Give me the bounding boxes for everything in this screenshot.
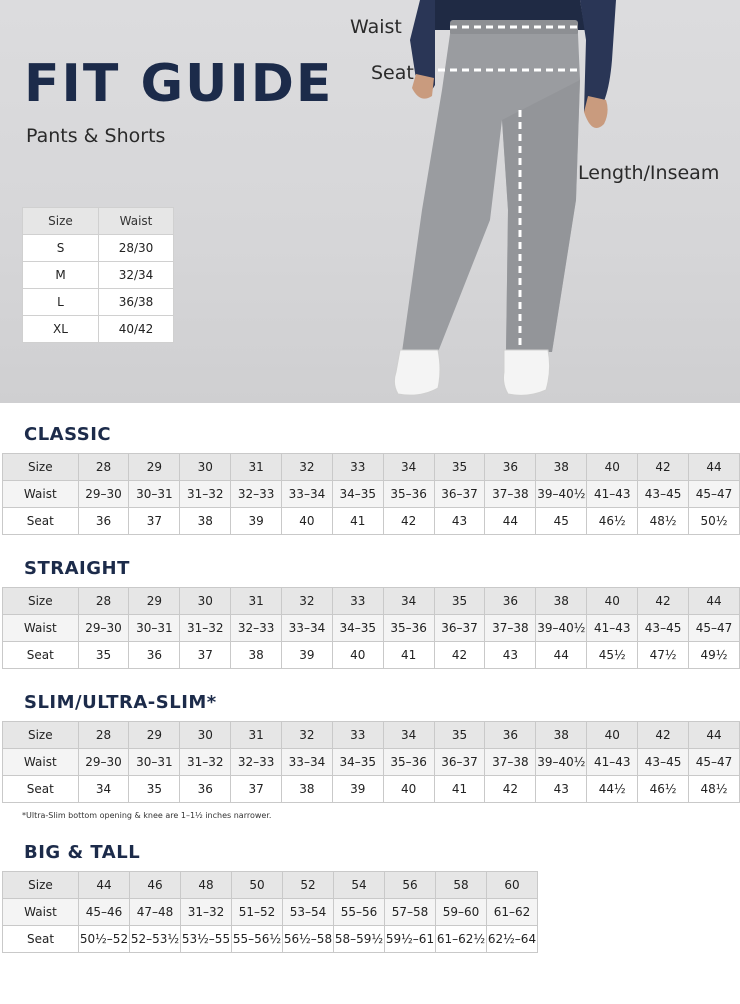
- table-cell: 29–30: [78, 749, 129, 776]
- table-cell: 40/42: [99, 316, 174, 343]
- table-cell: 30–31: [129, 481, 180, 508]
- table-row: [23, 289, 174, 316]
- table-cell: 34–35: [332, 481, 383, 508]
- straight-size-table: [2, 587, 740, 669]
- table-cell: 31–32: [180, 615, 231, 642]
- table-cell: 34: [383, 454, 434, 481]
- table-cell: 56½–58: [283, 926, 334, 953]
- table-cell: 43–45: [638, 615, 689, 642]
- table-cell: 36: [485, 722, 536, 749]
- table-cell: 43–45: [638, 481, 689, 508]
- table-cell: 33–34: [282, 481, 333, 508]
- table-cell: 43: [485, 642, 536, 669]
- row-label: Waist: [3, 481, 79, 508]
- table-cell: 55–56: [334, 899, 385, 926]
- table-row: [3, 642, 740, 669]
- table-cell: 45–47: [689, 481, 740, 508]
- table-cell: 50½: [689, 508, 740, 535]
- ultra-slim-footnote: *Ultra-Slim bottom opening & knee are 1–1½ inches narrower.: [22, 811, 272, 820]
- table-cell: 48½: [689, 776, 740, 803]
- table-row: [23, 235, 174, 262]
- table-cell: 37: [180, 642, 231, 669]
- table-cell: 38: [282, 776, 333, 803]
- table-row: [3, 508, 740, 535]
- hero-banner: [0, 0, 740, 403]
- table-cell: 29–30: [78, 615, 129, 642]
- table-cell: 32–33: [231, 481, 282, 508]
- table-cell: 47½: [638, 642, 689, 669]
- table-cell: 44: [79, 872, 130, 899]
- table-cell: 31–32: [180, 481, 231, 508]
- table-row: [3, 872, 538, 899]
- table-cell: 32–33: [231, 749, 282, 776]
- header-cell: Size: [23, 208, 99, 235]
- table-cell: 36: [485, 588, 536, 615]
- table-cell: 33–34: [282, 615, 333, 642]
- table-cell: 50: [232, 872, 283, 899]
- table-cell: 39: [231, 508, 282, 535]
- row-label: Size: [3, 722, 79, 749]
- table-cell: 32: [282, 454, 333, 481]
- table-row: [23, 316, 174, 343]
- table-cell: 45–47: [689, 615, 740, 642]
- table-row: [3, 588, 740, 615]
- table-cell: 28/30: [99, 235, 174, 262]
- table-cell: 38: [536, 454, 587, 481]
- table-cell: 33: [332, 722, 383, 749]
- table-cell: 40: [332, 642, 383, 669]
- table-cell: 44½: [587, 776, 638, 803]
- table-cell: 58–59½: [334, 926, 385, 953]
- table-cell: 38: [180, 508, 231, 535]
- table-cell: 31: [231, 722, 282, 749]
- table-cell: 44: [536, 642, 587, 669]
- big-tall-size-table: [2, 871, 538, 953]
- table-cell: 40: [383, 776, 434, 803]
- table-cell: 33: [332, 454, 383, 481]
- section-title-straight: STRAIGHT: [24, 558, 130, 579]
- page-title: FIT GUIDE: [24, 54, 334, 114]
- table-cell: 31: [231, 588, 282, 615]
- table-cell: 37: [129, 508, 180, 535]
- table-cell: S: [23, 235, 99, 262]
- table-cell: 41–43: [587, 615, 638, 642]
- table-cell: 36–37: [434, 481, 485, 508]
- table-cell: 42: [485, 776, 536, 803]
- classic-size-table: [2, 453, 740, 535]
- table-cell: 31–32: [181, 899, 232, 926]
- table-cell: 32: [282, 722, 333, 749]
- table-cell: 35–36: [383, 481, 434, 508]
- section-title-big-tall: BIG & TALL: [24, 842, 141, 863]
- table-cell: 58: [436, 872, 487, 899]
- table-row: [3, 926, 538, 953]
- table-cell: 40: [282, 508, 333, 535]
- table-cell: 29: [129, 588, 180, 615]
- section-title-classic: CLASSIC: [24, 424, 112, 445]
- table-cell: 33–34: [282, 749, 333, 776]
- table-cell: 56: [385, 872, 436, 899]
- row-label: Waist: [3, 899, 79, 926]
- table-cell: 43: [434, 508, 485, 535]
- table-cell: 45½: [587, 642, 638, 669]
- table-cell: 28: [78, 588, 129, 615]
- table-cell: 44: [485, 508, 536, 535]
- table-cell: XL: [23, 316, 99, 343]
- row-label: Seat: [3, 642, 79, 669]
- table-cell: 46½: [587, 508, 638, 535]
- table-cell: 41–43: [587, 481, 638, 508]
- model-pants-illustration: [380, 0, 620, 403]
- table-cell: 37: [231, 776, 282, 803]
- table-cell: 30: [180, 588, 231, 615]
- seat-label: Seat: [371, 62, 414, 84]
- table-cell: 41–43: [587, 749, 638, 776]
- table-cell: 45: [536, 508, 587, 535]
- table-cell: 46: [130, 872, 181, 899]
- table-cell: 42: [383, 508, 434, 535]
- table-cell: M: [23, 262, 99, 289]
- table-cell: 44: [689, 454, 740, 481]
- table-cell: 45–47: [689, 749, 740, 776]
- table-cell: 36–37: [434, 615, 485, 642]
- table-cell: 34–35: [332, 615, 383, 642]
- slim-size-table: [2, 721, 740, 803]
- header-cell: Waist: [99, 208, 174, 235]
- table-cell: 33: [332, 588, 383, 615]
- table-row: [3, 615, 740, 642]
- table-cell: 59–60: [436, 899, 487, 926]
- table-cell: 62½–64: [487, 926, 538, 953]
- length-inseam-label: Length/Inseam: [578, 162, 720, 184]
- table-cell: 37–38: [485, 615, 536, 642]
- table-cell: 36–37: [434, 749, 485, 776]
- table-cell: 53–54: [283, 899, 334, 926]
- table-cell: 48½: [638, 508, 689, 535]
- table-cell: 34: [383, 588, 434, 615]
- table-cell: 28: [78, 722, 129, 749]
- table-cell: 36: [180, 776, 231, 803]
- table-cell: 53½–55: [181, 926, 232, 953]
- table-cell: 41: [383, 642, 434, 669]
- table-cell: 61–62½: [436, 926, 487, 953]
- table-cell: 32: [282, 588, 333, 615]
- table-row: [23, 262, 174, 289]
- table-cell: 61–62: [487, 899, 538, 926]
- table-row: [3, 481, 740, 508]
- table-cell: 60: [487, 872, 538, 899]
- table-cell: 30–31: [129, 615, 180, 642]
- table-cell: 43: [536, 776, 587, 803]
- table-cell: 32/34: [99, 262, 174, 289]
- table-row: [3, 899, 538, 926]
- table-cell: 40: [587, 588, 638, 615]
- table-cell: 46½: [638, 776, 689, 803]
- table-cell: 42: [434, 642, 485, 669]
- table-cell: 42: [638, 588, 689, 615]
- table-cell: 29: [129, 454, 180, 481]
- table-cell: 31–32: [180, 749, 231, 776]
- table-cell: 28: [78, 454, 129, 481]
- table-cell: 36: [485, 454, 536, 481]
- table-cell: 36/38: [99, 289, 174, 316]
- table-cell: 44: [689, 722, 740, 749]
- table-cell: 54: [334, 872, 385, 899]
- table-cell: 35: [434, 454, 485, 481]
- table-cell: 40: [587, 722, 638, 749]
- table-cell: 35: [78, 642, 129, 669]
- table-cell: 38: [536, 588, 587, 615]
- table-cell: 47–48: [130, 899, 181, 926]
- table-cell: 29–30: [78, 481, 129, 508]
- row-label: Seat: [3, 926, 79, 953]
- table-cell: 29: [129, 722, 180, 749]
- row-label: Waist: [3, 749, 79, 776]
- table-cell: 39–40½: [536, 615, 587, 642]
- table-cell: 36: [78, 508, 129, 535]
- size-waist-table: [22, 207, 174, 343]
- table-cell: 42: [638, 722, 689, 749]
- table-cell: 35–36: [383, 749, 434, 776]
- page-subtitle: Pants & Shorts: [26, 125, 166, 147]
- table-cell: 39: [282, 642, 333, 669]
- table-header-row: [23, 208, 174, 235]
- table-cell: 34: [383, 722, 434, 749]
- table-cell: 30: [180, 722, 231, 749]
- table-cell: 38: [536, 722, 587, 749]
- waist-label: Waist: [350, 16, 402, 38]
- table-cell: 35: [434, 722, 485, 749]
- table-cell: 57–58: [385, 899, 436, 926]
- table-cell: 37–38: [485, 481, 536, 508]
- table-cell: 51–52: [232, 899, 283, 926]
- table-cell: 39–40½: [536, 481, 587, 508]
- table-cell: 39: [332, 776, 383, 803]
- table-cell: 41: [332, 508, 383, 535]
- table-cell: 48: [181, 872, 232, 899]
- table-cell: 52: [283, 872, 334, 899]
- table-cell: 41: [434, 776, 485, 803]
- table-cell: 31: [231, 454, 282, 481]
- row-label: Seat: [3, 776, 79, 803]
- row-label: Waist: [3, 615, 79, 642]
- table-cell: 30: [180, 454, 231, 481]
- table-cell: 44: [689, 588, 740, 615]
- row-label: Size: [3, 588, 79, 615]
- table-cell: 39–40½: [536, 749, 587, 776]
- row-label: Seat: [3, 508, 79, 535]
- table-cell: 42: [638, 454, 689, 481]
- section-title-slim: SLIM/ULTRA-SLIM*: [24, 692, 217, 713]
- table-cell: 34: [78, 776, 129, 803]
- table-cell: 55–56½: [232, 926, 283, 953]
- table-cell: 34–35: [332, 749, 383, 776]
- table-cell: L: [23, 289, 99, 316]
- row-label: Size: [3, 454, 79, 481]
- table-cell: 38: [231, 642, 282, 669]
- table-cell: 32–33: [231, 615, 282, 642]
- table-row: [3, 749, 740, 776]
- table-cell: 35: [434, 588, 485, 615]
- table-cell: 45–46: [79, 899, 130, 926]
- table-row: [3, 722, 740, 749]
- table-cell: 59½–61: [385, 926, 436, 953]
- table-cell: 36: [129, 642, 180, 669]
- table-cell: 43–45: [638, 749, 689, 776]
- table-cell: 50½–52: [79, 926, 130, 953]
- table-cell: 40: [587, 454, 638, 481]
- table-cell: 52–53½: [130, 926, 181, 953]
- table-row: [3, 776, 740, 803]
- table-cell: 49½: [689, 642, 740, 669]
- table-cell: 37–38: [485, 749, 536, 776]
- table-row: [3, 454, 740, 481]
- table-cell: 30–31: [129, 749, 180, 776]
- table-cell: 35–36: [383, 615, 434, 642]
- row-label: Size: [3, 872, 79, 899]
- table-cell: 35: [129, 776, 180, 803]
